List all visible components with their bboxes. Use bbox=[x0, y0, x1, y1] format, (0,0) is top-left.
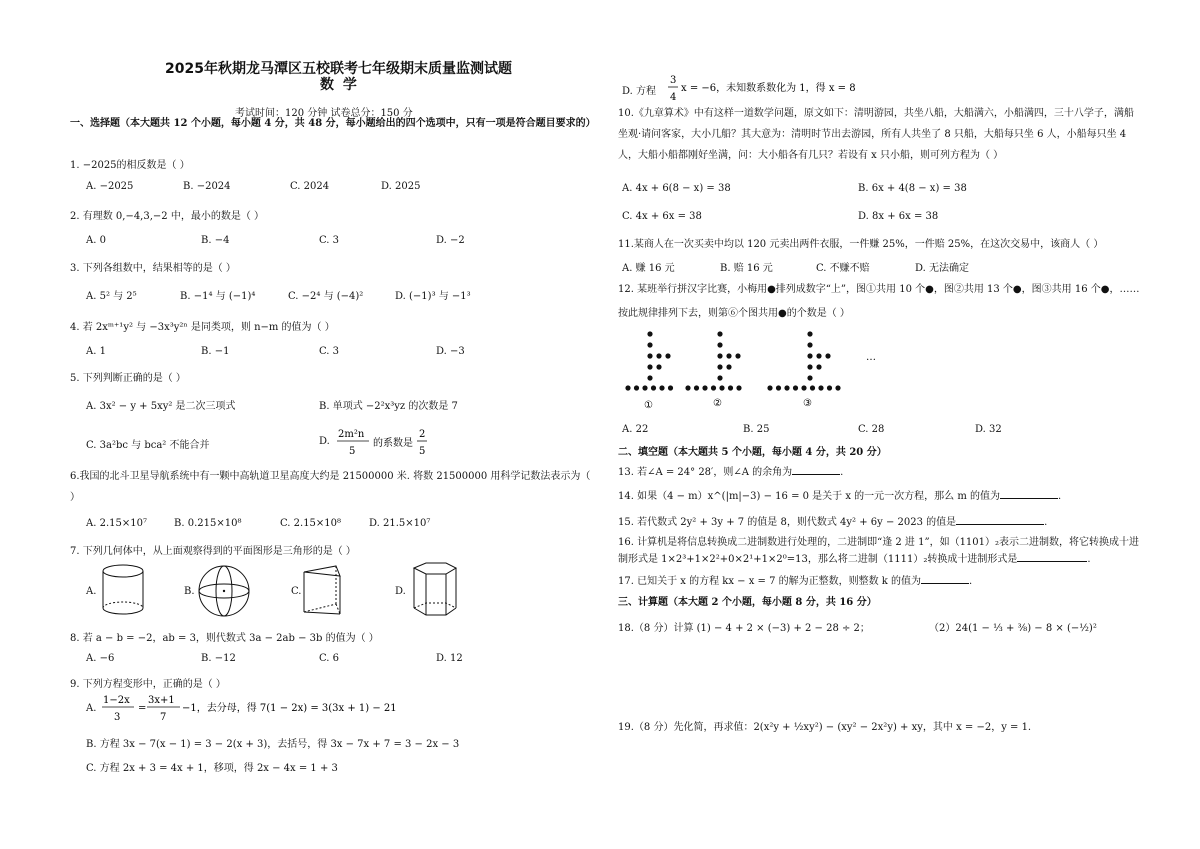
pattern-dot bbox=[717, 331, 722, 336]
exam-info: 考试时间：120 分钟 试卷总分：150 分 bbox=[235, 108, 413, 119]
q15-end: . bbox=[1044, 517, 1048, 528]
pattern-dot bbox=[647, 364, 652, 369]
pattern-dot bbox=[647, 353, 652, 358]
q9-a-post: −1，去分母，得 7(1 − 2x) = 3(3x + 1) − 21 bbox=[182, 703, 397, 714]
pattern-dot bbox=[807, 342, 812, 347]
question-11-stem: 11.某商人在一次买卖中均以 120 元卖出两件衣服，一件赚 25%，一件赔 25%，在这次交易中，该商人（ ） bbox=[618, 239, 1104, 250]
pattern-dot bbox=[647, 331, 652, 336]
question-15 bbox=[618, 513, 1047, 528]
q6-option-a: A. 2.15×10⁷ bbox=[86, 518, 147, 529]
q11-option-b: B. 赔 16 元 bbox=[720, 263, 773, 274]
pattern-dot bbox=[656, 364, 661, 369]
figure-2-label: ② bbox=[713, 398, 722, 409]
question-9-stem: 9. 下列方程变形中，正确的是（ ） bbox=[70, 679, 226, 690]
pattern-dot bbox=[702, 385, 707, 390]
q5-d-frac-num: 2 bbox=[419, 429, 426, 440]
q9-a-den2: 7 bbox=[160, 712, 167, 723]
q4-option-b: B. −1 bbox=[201, 346, 230, 357]
dot-pattern-figure bbox=[620, 326, 890, 414]
exam-title: 2025年秋期龙马潭区五校联考七年级期末质量监测试题 bbox=[165, 61, 512, 77]
q7-option-c-label: C. bbox=[291, 586, 302, 597]
question-13 bbox=[618, 463, 843, 478]
q13-end: . bbox=[840, 467, 844, 478]
question-19: 19.（8 分）先化简，再求值：2(x²y + ½xy²) − (xy² − 2x²y) + xy，其中 x = −2，y = 1. bbox=[618, 722, 1032, 733]
q5-d-numerator: 2m²n bbox=[338, 429, 365, 440]
hexagonal-prism-figure bbox=[406, 560, 462, 620]
pattern-dot bbox=[807, 331, 812, 336]
q4-option-c: C. 3 bbox=[319, 346, 340, 357]
q9-a-num2: 3x+1 bbox=[148, 695, 175, 706]
pattern-dot bbox=[647, 375, 652, 380]
q6-option-c: C. 2.15×10⁸ bbox=[280, 518, 342, 529]
pattern-dot bbox=[776, 385, 781, 390]
q11-option-c: C. 不赚不赔 bbox=[816, 263, 870, 274]
question-8-stem: 8. 若 a − b = −2，ab = 3，则代数式 3a − 2ab − 3b 的值为（ ） bbox=[70, 633, 379, 644]
q14-text: 14. 如果（4 − m）x^(|m|−3) − 16 = 0 是关于 x 的一元一次方程，那么 m 的值为 bbox=[618, 491, 1001, 502]
pattern-dot bbox=[659, 385, 664, 390]
pattern-dot bbox=[736, 385, 741, 390]
pattern-dot bbox=[784, 385, 789, 390]
q9-option-a-equation bbox=[100, 690, 420, 728]
q17-end: . bbox=[969, 576, 973, 587]
pattern-dot bbox=[735, 353, 740, 358]
q5-option-d-fraction bbox=[335, 424, 445, 462]
question-16 bbox=[618, 534, 1142, 568]
pattern-dot bbox=[647, 342, 652, 347]
q3-option-a: A. 5² 与 2⁵ bbox=[86, 291, 137, 302]
question-2-stem: 2. 有理数 0,−4,3,−2 中，最小的数是（ ） bbox=[70, 211, 264, 222]
figure-ellipsis: … bbox=[866, 352, 876, 363]
pattern-dot bbox=[665, 353, 670, 358]
pattern-dot bbox=[726, 364, 731, 369]
q9-option-b: B. 方程 3x − 7(x − 1) = 3 − 2(x + 3)，去括号，得 3x − 7x + 7 = 3 − 2x − 3 bbox=[86, 739, 460, 750]
q13-answer-blank[interactable] bbox=[792, 464, 840, 475]
pattern-dot bbox=[651, 385, 656, 390]
q5-d-frac-den: 5 bbox=[419, 446, 426, 457]
q8-option-c: C. 6 bbox=[319, 653, 340, 664]
question-18-part-2: （2）24(1 − ⅓ + ⅜) − 8 × (−½)² bbox=[929, 623, 1097, 634]
pattern-dot bbox=[793, 385, 798, 390]
q16-answer-blank[interactable] bbox=[1017, 551, 1087, 562]
pattern-dot bbox=[717, 364, 722, 369]
pattern-dot bbox=[767, 385, 772, 390]
q9-d-num: 3 bbox=[670, 75, 677, 86]
section-3-heading: 三、计算题（本大题 2 个小题，每小题 8 分，共 16 分） bbox=[618, 597, 877, 608]
pattern-dot bbox=[827, 385, 832, 390]
q10-option-c: C. 4x + 6x = 38 bbox=[622, 211, 702, 222]
q10-option-b: B. 6x + 4(8 − x) = 38 bbox=[858, 183, 967, 194]
q14-answer-blank[interactable] bbox=[1000, 488, 1058, 499]
pattern-dot bbox=[810, 385, 815, 390]
q14-end: . bbox=[1058, 491, 1062, 502]
q9-option-a-label: A. bbox=[86, 703, 97, 714]
q3-option-b: B. −1⁴ 与 (−1)⁴ bbox=[180, 291, 256, 302]
question-7-stem: 7. 下列几何体中，从上面观察得到的平面图形是三角形的是（ ） bbox=[70, 546, 356, 557]
q10-option-d: D. 8x + 6x = 38 bbox=[858, 211, 939, 222]
q9-a-num1: 1−2x bbox=[103, 695, 130, 706]
pattern-dot bbox=[634, 385, 639, 390]
question-10-stem: 10.《九章算术》中有这样一道数学问题，原文如下：清明游园，共坐八船，大船满六，小船满四，三十八学子，满船坐观·请问客家，大小几船？其大意为：清明时节出去游园，所有人共坐了 8 只船，大船每只坐 6 人，小船每只坐 4 人，大船小船都刚好坐满，问：大小船各有几只？若设有 x 只小船，则可列方程为（ ） bbox=[618, 108, 1134, 161]
q1-option-c: C. 2024 bbox=[290, 181, 330, 192]
triangular-prism-figure bbox=[298, 562, 346, 618]
q3-option-c: C. −2⁴ 与 (−4)² bbox=[288, 291, 364, 302]
section-2-heading: 二、填空题（本大题共 5 个小题，每小题 4 分，共 20 分） bbox=[618, 447, 887, 458]
pattern-dot bbox=[818, 385, 823, 390]
q13-text: 13. 若∠A = 24° 28′，则∠A 的余角为 bbox=[618, 467, 793, 478]
subject-title: 数 学 bbox=[320, 77, 359, 93]
q10-option-a: A. 4x + 6(8 − x) = 38 bbox=[622, 183, 731, 194]
q5-option-a: A. 3x² − y + 5xy² 是二次三项式 bbox=[86, 401, 236, 412]
q12-option-a: A. 22 bbox=[622, 424, 649, 435]
pattern-dot bbox=[694, 385, 699, 390]
q7-option-a-label: A. bbox=[86, 586, 97, 597]
figure-1-label: ① bbox=[644, 400, 653, 411]
section-1-heading: 一、选择题（本大题共 12 个小题，每小题 4 分，共 48 分，每小题给出的四个选项中，只有一项是符合题目要求的） bbox=[70, 118, 596, 129]
q1-option-a: A. −2025 bbox=[86, 181, 134, 192]
q17-text: 17. 已知关于 x 的方程 kx − x = 7 的解为正整数，则整数 k 的值为 bbox=[618, 576, 922, 587]
q16-text: 16. 计算机是将信息转换成二进制数进行处理的，二进制即“逢 2 进 1”，如（1101）₂表示二进制数，将它转换成十进制形式是 1×2³+1×2²+0×2¹+1×2⁰=13，那么将二进制（1111）₂转换成十进制形式是 bbox=[618, 537, 1140, 565]
question-4-stem: 4. 若 2xᵐ⁺¹y² 与 −3x³y²ⁿ 是同类项，则 n−m 的值为（ ） bbox=[70, 322, 335, 333]
q17-answer-blank[interactable] bbox=[921, 573, 969, 584]
question-3-stem: 3. 下列各组数中，结果相等的是（ ） bbox=[70, 263, 236, 274]
q1-option-b: B. −2024 bbox=[183, 181, 231, 192]
question-18-part-1: 18.（8 分）计算 (1) − 4 + 2 × (−3) + 2 − 28 ÷ 2； bbox=[618, 623, 870, 634]
pattern-dot bbox=[717, 342, 722, 347]
q7-option-d-label: D. bbox=[395, 586, 406, 597]
pattern-dot bbox=[728, 385, 733, 390]
q8-option-b: B. −12 bbox=[201, 653, 236, 664]
pattern-dot bbox=[726, 353, 731, 358]
q7-option-b-label: B. bbox=[184, 586, 195, 597]
q1-option-d: D. 2025 bbox=[381, 181, 421, 192]
question-12-stem: 12. 某班举行拼汉字比赛，小梅用●排列成数字“上”，图①共用 10 个●，图②共用 13 个●，图③共用 16 个●，……按此规律排列下去，则第⑥个图共用●的个数是（ ） bbox=[618, 284, 1140, 319]
pattern-dot bbox=[807, 375, 812, 380]
pattern-dot bbox=[807, 364, 812, 369]
q9-a-den1: 3 bbox=[114, 712, 121, 723]
q9-d-post: x = −6，未知数系数化为 1，得 x = 8 bbox=[681, 83, 856, 94]
pattern-dot bbox=[625, 385, 630, 390]
pattern-dot bbox=[717, 353, 722, 358]
q15-text: 15. 若代数式 2y² + 3y + 7 的值是 8，则代数式 4y² + 6y − 2023 的值是 bbox=[618, 517, 957, 528]
pattern-dot bbox=[816, 353, 821, 358]
pattern-dot bbox=[642, 385, 647, 390]
pattern-dot bbox=[717, 375, 722, 380]
q5-d-denominator: 5 bbox=[349, 446, 356, 457]
pattern-dot bbox=[816, 364, 821, 369]
q2-option-b: B. −4 bbox=[201, 235, 230, 246]
question-6-stem: 6.我国的北斗卫星导航系统中有一颗中高轨道卫星高度大约是 21500000 米. 将数 21500000 用科学记数法表示为（ ） bbox=[70, 471, 591, 503]
pattern-dot bbox=[801, 385, 806, 390]
q15-answer-blank[interactable] bbox=[956, 514, 1044, 525]
question-5-stem: 5. 下列判断正确的是（ ） bbox=[70, 373, 186, 384]
q6-option-d: D. 21.5×10⁷ bbox=[369, 518, 431, 529]
q5-d-middle: 的系数是 bbox=[373, 438, 413, 449]
q8-option-a: A. −6 bbox=[86, 653, 115, 664]
pattern-dot bbox=[656, 353, 661, 358]
q3-option-d: D. (−1)³ 与 −1³ bbox=[395, 291, 471, 302]
q8-option-d: D. 12 bbox=[436, 653, 463, 664]
q12-option-b: B. 25 bbox=[743, 424, 770, 435]
q2-option-d: D. −2 bbox=[436, 235, 465, 246]
q9-d-den: 4 bbox=[670, 92, 677, 103]
q12-option-d: D. 32 bbox=[975, 424, 1002, 435]
question-14 bbox=[618, 487, 1061, 502]
cylinder-figure bbox=[100, 562, 146, 618]
q4-option-a: A. 1 bbox=[86, 346, 106, 357]
q9-a-equals: = bbox=[138, 703, 147, 714]
q9-option-d-label: D. 方程 bbox=[622, 86, 657, 97]
sphere-figure bbox=[196, 564, 252, 618]
pattern-dot bbox=[807, 353, 812, 358]
q9-option-c: C. 方程 2x + 3 = 4x + 1，移项，得 2x − 4x = 1 + 3 bbox=[86, 763, 338, 774]
pattern-dot bbox=[685, 385, 690, 390]
q5-option-d-label: D. bbox=[319, 436, 330, 447]
q12-option-c: C. 28 bbox=[858, 424, 885, 435]
q2-option-c: C. 3 bbox=[319, 235, 340, 246]
dot-groups bbox=[625, 331, 840, 390]
pattern-dot bbox=[711, 385, 716, 390]
q2-option-a: A. 0 bbox=[86, 235, 106, 246]
q5-option-c: C. 3a²bc 与 bca² 不能合并 bbox=[86, 440, 210, 451]
q5-option-b: B. 单项式 −2²x³yz 的次数是 7 bbox=[319, 401, 458, 412]
q4-option-d: D. −3 bbox=[436, 346, 465, 357]
question-17 bbox=[618, 572, 972, 587]
q16-end: . bbox=[1087, 554, 1091, 565]
q11-option-d: D. 无法确定 bbox=[915, 263, 970, 274]
pattern-dot bbox=[719, 385, 724, 390]
q6-option-b: B. 0.215×10⁸ bbox=[174, 518, 242, 529]
pattern-dot bbox=[825, 353, 830, 358]
question-1-stem: 1. −2025的相反数是（ ） bbox=[70, 160, 190, 171]
q11-option-a: A. 赚 16 元 bbox=[622, 263, 675, 274]
figure-3-label: ③ bbox=[803, 398, 812, 409]
pattern-dot bbox=[835, 385, 840, 390]
pattern-dot bbox=[668, 385, 673, 390]
